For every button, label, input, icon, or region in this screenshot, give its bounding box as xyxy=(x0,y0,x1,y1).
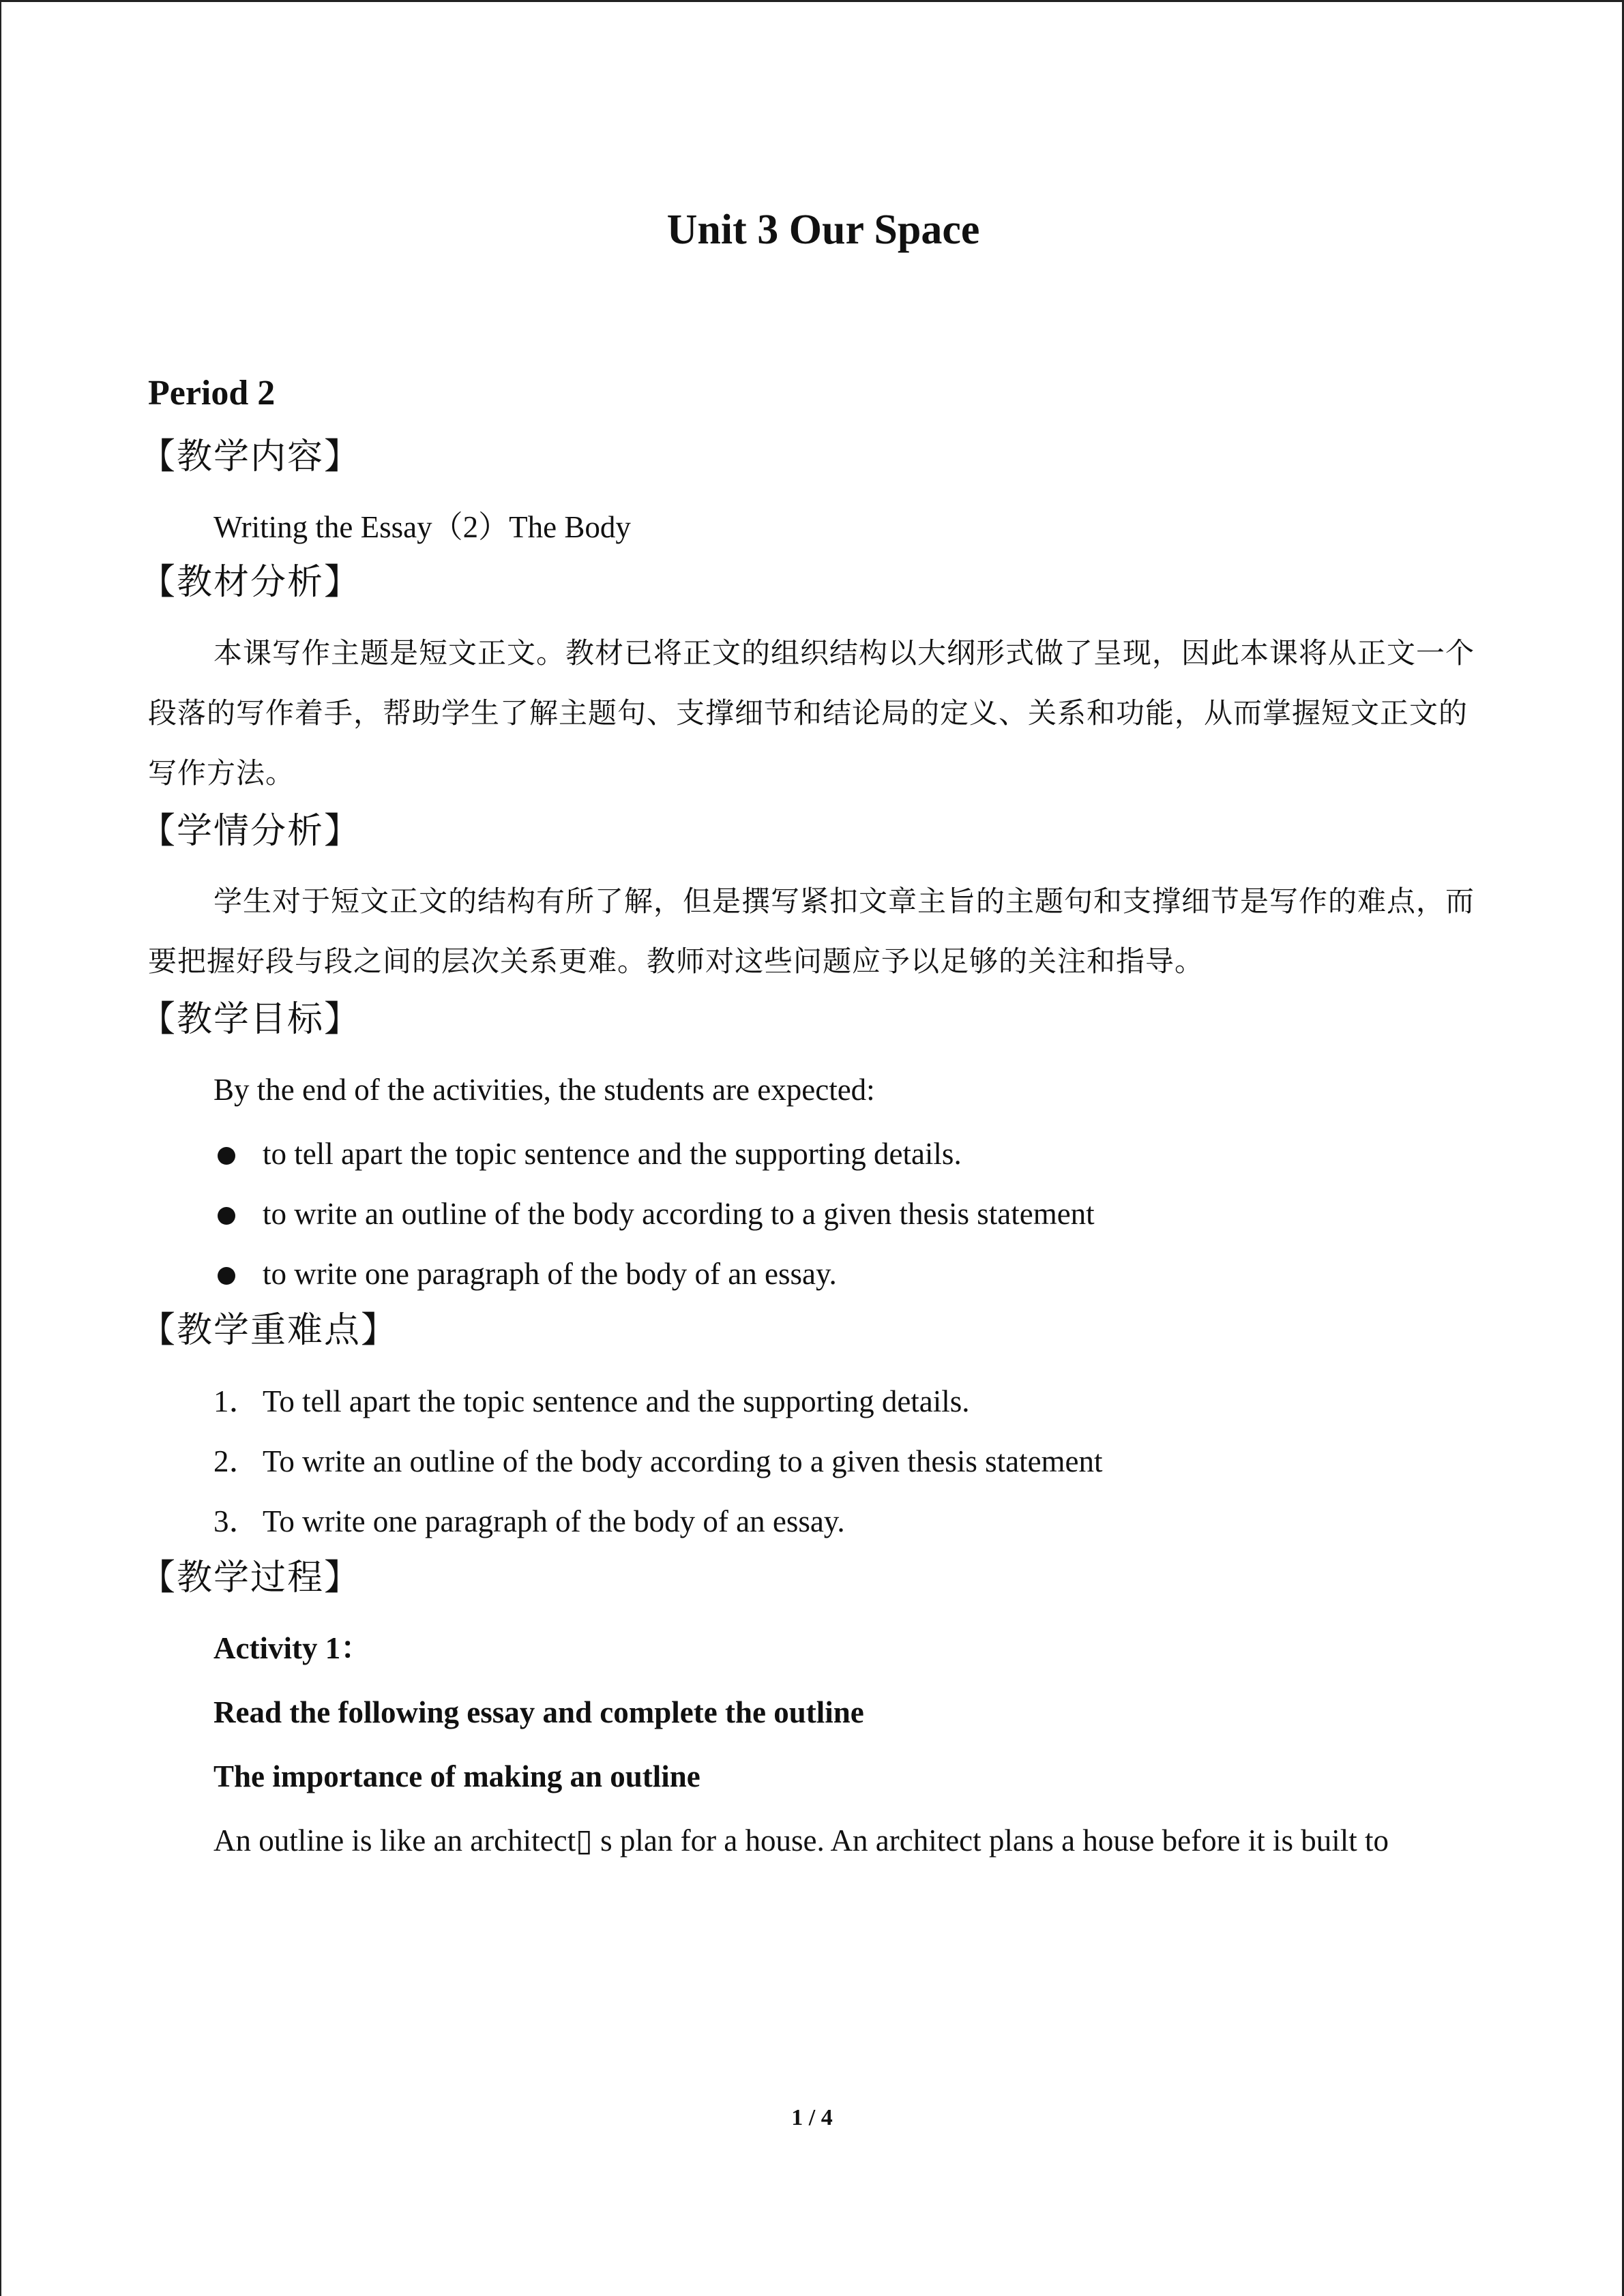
material-analysis-text: 本课写作主题是短文正文。教材已将正文的组织结构以大纲形式做了呈现，因此本课将从正文一个段落的写作着手，帮助学生了解主题句、支撑细节和结论局的定义、关系和功能，从而掌握短文正文的写作方法。 xyxy=(148,636,1475,790)
objectives-list xyxy=(148,1124,1478,1304)
essay-title: The importance of making an outline xyxy=(213,1759,700,1794)
bullet-icon xyxy=(218,1147,235,1165)
activity-instruction: Read the following essay and complete the outline xyxy=(213,1695,864,1730)
section-heading-process: 【教学过程】 xyxy=(140,1557,361,1598)
page-number: 1 / 4 xyxy=(791,2105,833,2130)
activity-label: Activity 1： xyxy=(213,1631,372,1666)
keypoint-text: To tell apart the topic sentence and the supporting details. xyxy=(263,1384,970,1418)
list-item xyxy=(148,1371,1478,1431)
page-title: Unit 3 Our Space xyxy=(666,207,980,253)
objective-text: to tell apart the topic sentence and the supporting details. xyxy=(263,1137,962,1172)
list-number: 2． xyxy=(213,1444,260,1478)
objectives-intro: By the end of the activities, the students are expected: xyxy=(213,1073,875,1107)
section-heading-objectives: 【教学目标】 xyxy=(140,998,361,1040)
list-item xyxy=(148,1244,1478,1304)
period-heading: Period 2 xyxy=(148,374,276,413)
list-item xyxy=(148,1431,1478,1491)
objective-text: to write one paragraph of the body of an essay. xyxy=(263,1257,837,1292)
list-number: 3． xyxy=(213,1504,260,1538)
student-analysis-text: 学生对于短文正文的结构有所了解，但是撰写紧扣文章主旨的主题句和支撑细节是写作的难点，而要把握好段与段之间的层次关系更难。教师对这些问题应予以足够的关注和指导。 xyxy=(148,884,1475,978)
list-number: 1． xyxy=(213,1384,260,1418)
section-heading-students: 【学情分析】 xyxy=(140,810,361,852)
bullet-icon xyxy=(218,1207,235,1225)
document-body xyxy=(140,205,1478,1875)
keypoint-text: To write an outline of the body according to a given thesis statement xyxy=(263,1444,1103,1478)
section-heading-material: 【教材分析】 xyxy=(140,562,361,603)
keypoints-list xyxy=(148,1371,1478,1551)
objective-text: to write an outline of the body according to a given thesis statement xyxy=(263,1197,1095,1232)
list-item xyxy=(148,1124,1478,1184)
section-heading-content: 【教学内容】 xyxy=(140,436,361,477)
content-text: Writing the Essay（2）The Body xyxy=(213,510,631,545)
section-heading-keypoints: 【教学重难点】 xyxy=(140,1310,398,1352)
essay-text: An outline is like an architect▯ s plan for a house. An architect plans a house before it is built to xyxy=(213,1823,1389,1858)
keypoint-text: To write one paragraph of the body of an essay. xyxy=(263,1504,845,1538)
list-item xyxy=(148,1491,1478,1551)
list-item xyxy=(148,1184,1478,1244)
bullet-icon xyxy=(218,1267,235,1285)
